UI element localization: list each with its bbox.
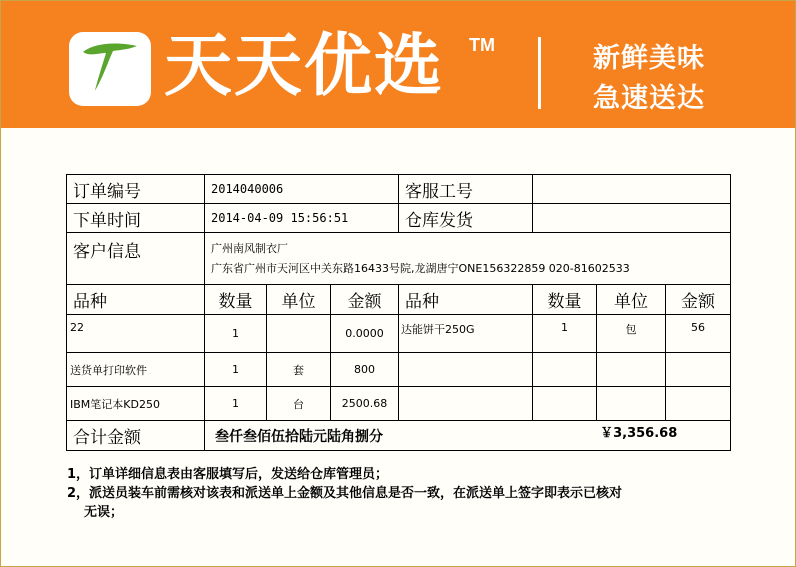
note-line-1: 1，订单详细信息表由客服填写后，发送给仓库管理员； <box>67 467 389 482</box>
product-cell-2 <box>399 353 533 387</box>
instructions-notes <box>67 465 767 522</box>
qty-cell: 1 <box>205 315 267 353</box>
col-amount-header: 金额 <box>331 285 399 315</box>
brand-name-text: 天天优选 <box>164 27 445 106</box>
amount-cell-2 <box>666 387 731 421</box>
qty-cell: 1 <box>205 387 267 421</box>
unit-cell <box>267 315 331 353</box>
col-unit-header: 单位 <box>267 285 331 315</box>
col-amount-header-2: 金额 <box>666 285 731 315</box>
slogan-line-2: 急速送达 <box>593 83 705 114</box>
items-header-row <box>67 285 731 315</box>
order-detail-table <box>66 174 731 451</box>
qty-cell-2 <box>533 353 597 387</box>
brand-name <box>164 27 444 107</box>
header-divider <box>538 37 541 109</box>
col-product-header: 品种 <box>67 285 205 315</box>
product-cell: 送货单打印软件 <box>67 353 205 387</box>
cs-staff-label: 客服工号 <box>399 175 533 204</box>
order-time-row <box>67 204 731 233</box>
slogan-line-1: 新鲜美味 <box>593 43 705 74</box>
table-row <box>67 353 731 387</box>
order-no-value: 2014040006 <box>205 175 399 204</box>
order-time-value: 2014-04-09 15:56:51 <box>205 204 399 233</box>
order-no-row <box>67 175 731 204</box>
unit-cell-2 <box>597 353 666 387</box>
table-row <box>67 387 731 421</box>
warehouse-label: 仓库发货 <box>399 204 533 233</box>
col-product-header-2: 品种 <box>399 285 533 315</box>
unit-cell-2: 包 <box>597 315 666 353</box>
order-time-label: 下单时间 <box>67 204 205 233</box>
order-no-label: 订单编号 <box>67 175 205 204</box>
note-line-2-continued: 无误； <box>84 505 124 520</box>
col-unit-header-2: 单位 <box>597 285 666 315</box>
customer-info <box>205 233 731 285</box>
col-qty-header-2: 数量 <box>533 285 597 315</box>
unit-cell: 套 <box>267 353 331 387</box>
total-in-words: 叁仟叁佰伍拾陆元陆角捌分 <box>215 428 383 445</box>
customer-name: 广州南风制衣厂 <box>211 242 288 255</box>
qty-cell-2 <box>533 387 597 421</box>
brand-logo <box>69 32 151 106</box>
unit-cell-2 <box>597 387 666 421</box>
col-qty-header: 数量 <box>205 285 267 315</box>
warehouse-value <box>533 204 731 233</box>
customer-address: 广东省广州市天河区中关东路16433号院,龙湖唐宁ONE156322859 020-81602533 <box>211 262 630 275</box>
product-cell-2: 达能饼干250G <box>399 315 533 353</box>
total-label: 合计金额 <box>67 421 205 451</box>
total-amount: ￥3,356.68 <box>600 425 678 441</box>
customer-row <box>67 233 731 285</box>
amount-cell: 0.0000 <box>331 315 399 353</box>
total-value-cell <box>205 421 731 451</box>
amount-cell-2 <box>666 353 731 387</box>
customer-label: 客户信息 <box>67 233 205 285</box>
product-cell-2 <box>399 387 533 421</box>
trademark-mark: TM <box>469 35 495 55</box>
unit-cell: 台 <box>267 387 331 421</box>
qty-cell: 1 <box>205 353 267 387</box>
amount-cell: 2500.68 <box>331 387 399 421</box>
cs-staff-value <box>533 175 731 204</box>
total-row <box>67 421 731 451</box>
qty-cell-2: 1 <box>533 315 597 353</box>
amount-cell-2: 56 <box>666 315 731 353</box>
brand-header <box>1 1 795 128</box>
table-row <box>67 315 731 353</box>
leaf-t-logo-icon <box>75 38 145 100</box>
product-cell: IBM笔记本KD250 <box>67 387 205 421</box>
product-cell: 22 <box>67 315 205 353</box>
note-line-2: 2，派送员装车前需核对该表和派送单上金额及其他信息是否一致，在派送单上签字即表示已核对 <box>67 486 623 501</box>
amount-cell: 800 <box>331 353 399 387</box>
